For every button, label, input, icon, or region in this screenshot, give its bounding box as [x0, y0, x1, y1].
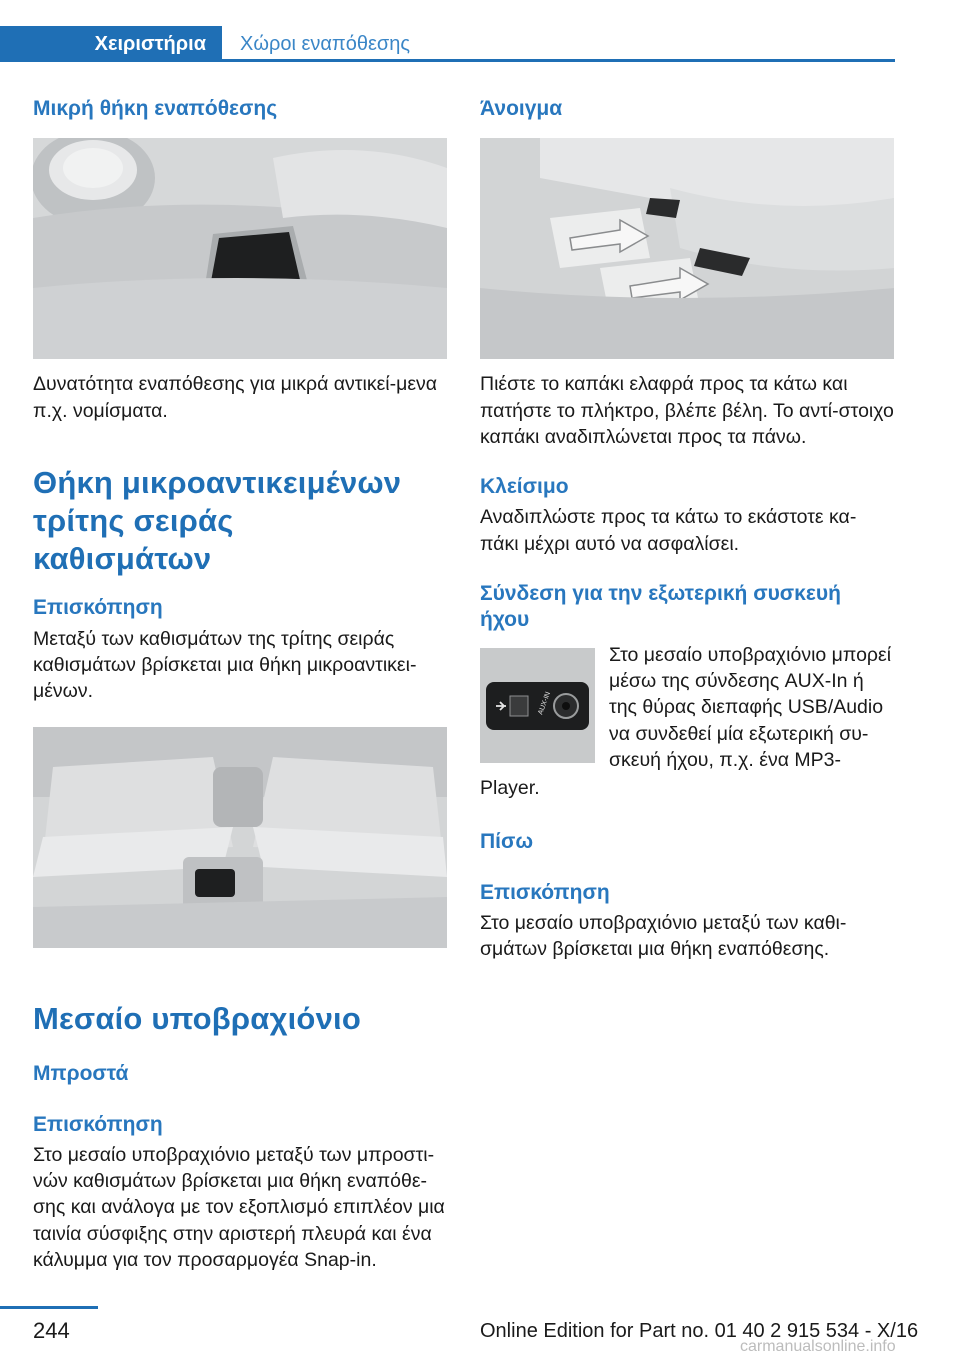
footer-site-watermark: carmanualsonline.info	[740, 1338, 896, 1355]
tab-storage[interactable]: Χώροι εναπόθεσης	[240, 32, 410, 55]
footer-edition: Online Edition for Part no. 01 40 2 915 534 - X/16	[480, 1320, 919, 1342]
closing-text: Αναδιπλώστε προς τα κάτω το εκάστοτε κα-πάκι μέχρι αυτό να ασφαλίσει.	[480, 506, 857, 555]
closing-heading: Κλείσιμο	[480, 475, 569, 499]
rear-text: Στο μεσαίο υποβραχιόνιο μεταξύ των καθι-σμάτων βρίσκεται μια θήκη εναπόθεσης.	[480, 911, 847, 961]
footer-rule	[0, 1306, 98, 1309]
left-column	[33, 96, 447, 1273]
audio-text: Στο μεσαίο υποβραχιόνιο μπορεί μέσω της σύνδεσης AUX-In ή της θύρας διεπαφής USB/Audio να συνδεθεί μία εξωτερική συ-σκευή ήχου, π.χ. ένα MP3-	[609, 643, 892, 771]
aux-usb-image	[480, 648, 595, 763]
right-column	[480, 96, 894, 963]
header-tabs	[0, 26, 895, 62]
opening-image	[480, 138, 894, 359]
third-row-heading: Θήκη μικροαντικειμένων τρίτης σειράς καθισμάτων	[33, 464, 402, 576]
center-console-heading: Μεσαίο υποβραχιόνιο	[33, 1000, 361, 1036]
rear-heading: Πίσω	[480, 830, 534, 854]
page-number: 244	[33, 1318, 70, 1343]
aux-label: AUX-IN	[537, 690, 552, 716]
third-row-text: Μεταξύ των καθισμάτων της τρίτης σειράς καθισμάτων βρίσκεται μια θήκη μικροαντικει-μένων.	[33, 627, 417, 703]
front-overview-heading: Επισκόπηση	[33, 1112, 163, 1136]
header-rule	[222, 59, 895, 62]
rear-overview-heading: Επισκόπηση	[480, 880, 610, 904]
small-tray-heading: Μικρή θήκη εναπόθεσης	[33, 97, 278, 120]
small-tray-text: Δυνατότητα εναπόθεσης για μικρά αντικεί-μενα π.χ. νομίσματα.	[33, 373, 438, 422]
audio-row	[480, 643, 894, 774]
third-row-overview-heading: Επισκόπηση	[33, 596, 163, 620]
audio-text-tail: Player.	[480, 777, 540, 800]
front-text: Στο μεσαίο υποβραχιόνιο μεταξύ των μπροστι-νών καθισμάτων βρίσκεται μια θήκη εναπόθε-σης και ανάλογα με τον εξοπλισμό επιπλέον μια ταινία σύσφιξης στην αριστερή πλευρά και ένα κάλυμμα για τον προσαρμογέα Snap-in.	[33, 1143, 445, 1272]
front-heading: Μπροστά	[33, 1062, 129, 1086]
opening-heading: Άνοιγμα	[480, 97, 563, 120]
tab-controls[interactable]: Χειριστήρια	[0, 26, 222, 62]
opening-text: Πιέστε το καπάκι ελαφρά προς τα κάτω και πατήστε το πλήκτρο, βλέπε βέλη. Το αντί-στοιχο καπάκι αναδιπλώνεται προς τα πάνω.	[480, 373, 894, 448]
small-tray-image	[33, 138, 447, 359]
third-row-image	[33, 727, 447, 948]
audio-heading: Σύνδεση για την εξωτερική συσκευή ήχου	[480, 582, 841, 632]
